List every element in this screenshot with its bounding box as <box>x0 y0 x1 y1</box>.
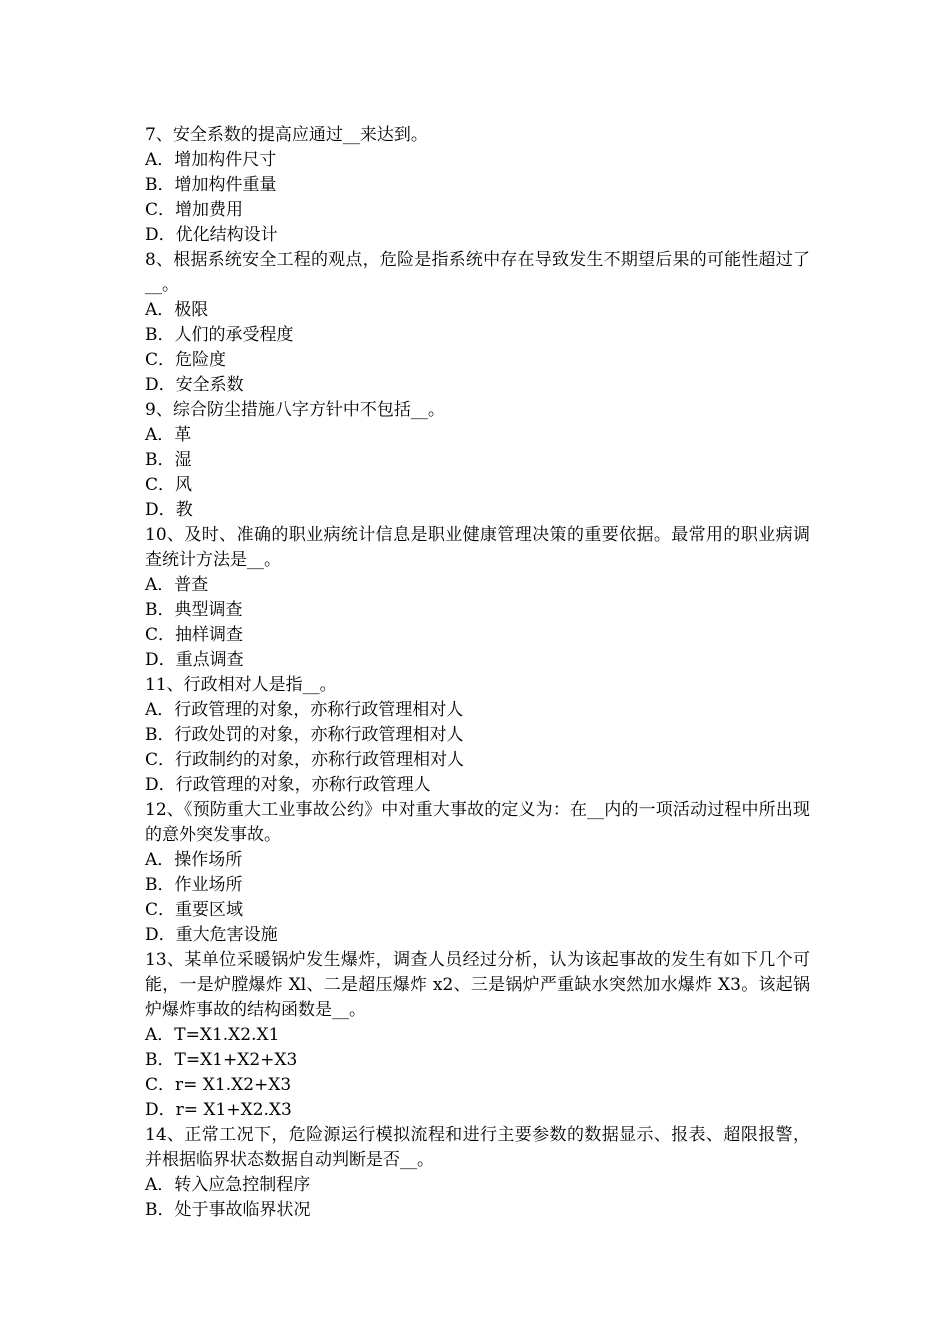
question-7 <box>145 123 810 248</box>
option-d: D．重点调查 <box>145 650 244 670</box>
question-text: 8、根据系统安全工程的观点，危险是指系统中存在导致发生不期望后果的可能性超过了__。 <box>145 250 810 295</box>
question-13 <box>145 948 810 1123</box>
option-c: C．行政制约的对象，亦称行政管理相对人 <box>145 750 465 770</box>
option-c: C．抽样调查 <box>145 625 244 645</box>
option-a: A．行政管理的对象，亦称行政管理相对人 <box>145 700 464 720</box>
question-text: 13、某单位采暖锅炉发生爆炸，调查人员经过分析，认为该起事故的发生有如下几个可能，一是炉膛爆炸 Xl、二是超压爆炸 x2、三是锅炉严重缺水突然加水爆炸 X3。该起锅炉爆炸事故的结构函数是__。 <box>145 950 810 1020</box>
option-b: B．T=X1+X2+X3 <box>145 1050 298 1070</box>
option-b: B．作业场所 <box>145 875 243 895</box>
question-10 <box>145 523 810 673</box>
option-a: A．革 <box>145 425 192 445</box>
option-c: C．危险度 <box>145 350 227 370</box>
option-a: A．增加构件尺寸 <box>145 150 277 170</box>
option-c: C．增加费用 <box>145 200 244 220</box>
option-b: B．人们的承受程度 <box>145 325 294 345</box>
option-c: C．风 <box>145 475 193 495</box>
question-text: 9、综合防尘措施八字方针中不包括__。 <box>145 400 445 420</box>
option-a: A．普查 <box>145 575 209 595</box>
option-b: B．增加构件重量 <box>145 175 277 195</box>
option-b: B．湿 <box>145 450 192 470</box>
option-d: D．安全系数 <box>145 375 244 395</box>
option-b: B．处于事故临界状况 <box>145 1200 311 1220</box>
option-b: B．行政处罚的对象，亦称行政管理相对人 <box>145 725 464 745</box>
question-text: 12、《预防重大工业事故公约》中对重大事故的定义为：在__内的一项活动过程中所出现的意外突发事故。 <box>145 800 810 845</box>
option-d: D．行政管理的对象，亦称行政管理人 <box>145 775 431 795</box>
option-d: D．r= X1+X2.X3 <box>145 1100 292 1120</box>
question-text: 10、及时、准确的职业病统计信息是职业健康管理决策的重要依据。最常用的职业病调查统计方法是__。 <box>145 525 810 570</box>
question-12 <box>145 798 810 948</box>
question-11 <box>145 673 810 798</box>
option-b: B．典型调查 <box>145 600 243 620</box>
option-a: A．T=X1.X2.X1 <box>145 1025 280 1045</box>
option-d: D．教 <box>145 500 193 520</box>
option-a: A．极限 <box>145 300 209 320</box>
option-d: D．优化结构设计 <box>145 225 278 245</box>
question-text: 7、安全系数的提高应通过__来达到。 <box>145 125 428 145</box>
question-9 <box>145 398 810 523</box>
option-a: A．转入应急控制程序 <box>145 1175 311 1195</box>
question-8 <box>145 248 810 398</box>
option-d: D．重大危害设施 <box>145 925 278 945</box>
question-14 <box>145 1123 810 1223</box>
question-text: 14、正常工况下，危险源运行模拟流程和进行主要参数的数据显示、报表、超限报警，并根据临界状态数据自动判断是否__。 <box>145 1125 810 1170</box>
document-page <box>145 123 810 1223</box>
question-text: 11、行政相对人是指__。 <box>145 675 337 695</box>
option-c: C．重要区域 <box>145 900 244 920</box>
option-a: A．操作场所 <box>145 850 243 870</box>
option-c: C．r= X1.X2+X3 <box>145 1075 292 1095</box>
